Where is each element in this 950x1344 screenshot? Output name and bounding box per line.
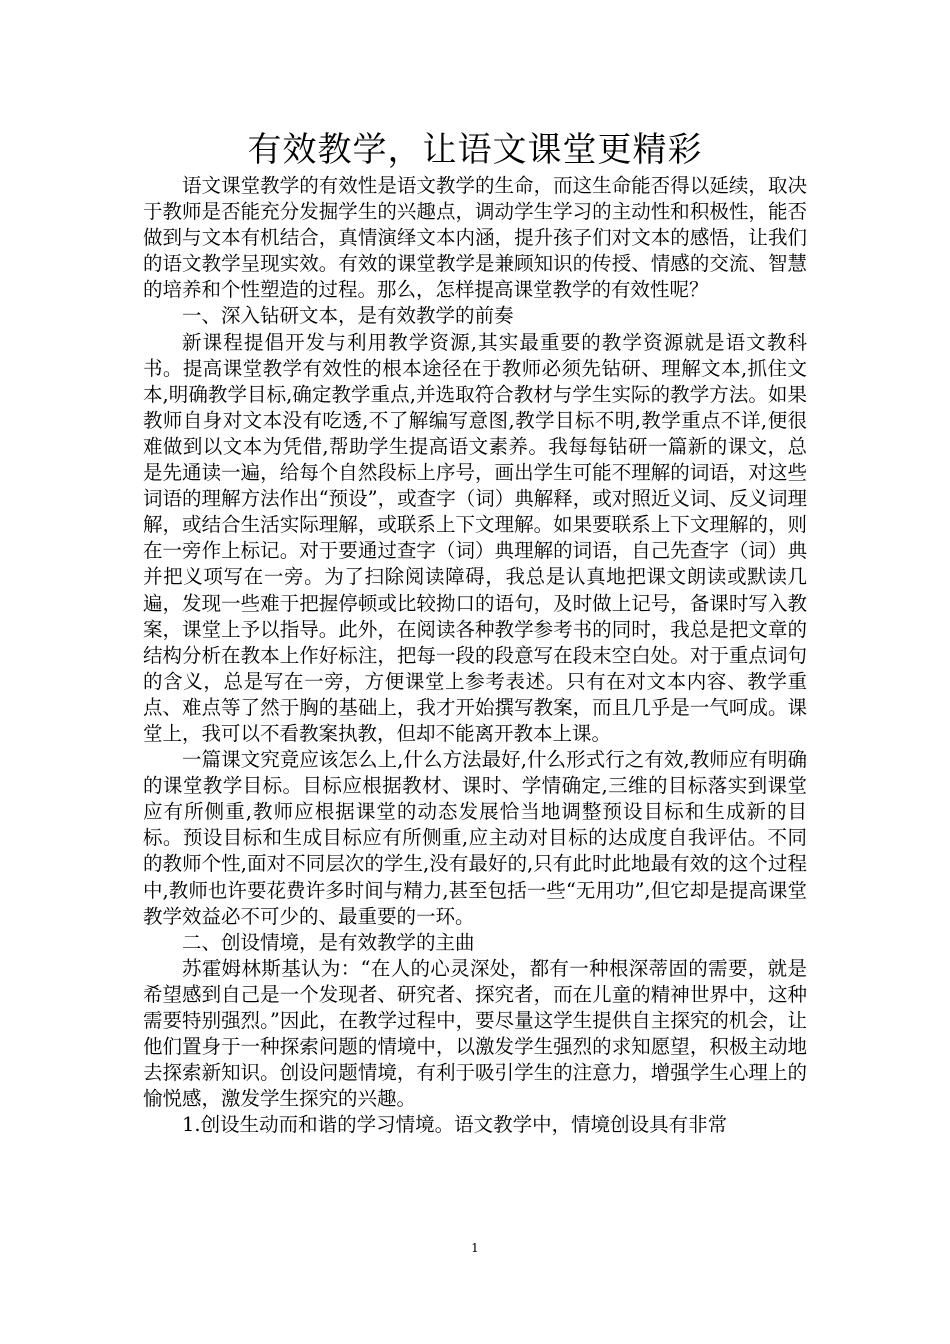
page-number: 1: [471, 1241, 479, 1255]
section-heading-2: 二、创设情境，是有效教学的主曲: [182, 930, 475, 954]
document-title: 有效教学，让语文课堂更精彩: [247, 130, 703, 170]
section-2-paragraph-2: 1.创设生动而和谐的学习情境。语文教学中，情境创设具有非常: [182, 1113, 728, 1137]
section-2-paragraph-1: 苏霍姆林斯基认为：“在人的心灵深处，都有一种根深蒂固的需要，就是希望感到自己是一个发现者、研究者、探究者，而在儿童的精神世界中，这种需要特别强烈。”因此，在教学过程中，要尽量这学生提供自主探究的机会，让他们置身于一种探索问题的情境中，以激发学生强烈的求知愿望，积极主动地去探索新知识。创设问题情境，有利于吸引学生的注意力，增强学生心理上的愉悦感，激发学生探究的兴趣。: [143, 956, 807, 1111]
section-1-paragraph-2: 一篇课文究竟应该怎么上,什么方法最好,什么形式行之有效,教师应有明确的课堂教学目标。目标应根据教材、课时、学情确定,三维的目标落实到课堂应有所侧重,教师应根据课堂的动态发展恰当地调整预设目标和生成新的目标。预设目标和生成目标应有所侧重,应主动对目标的达成度自我评估。不同的教师个性,面对不同层次的学生,没有最好的,只有此时此地最有效的这个过程中,教师也许要花费许多时间与精力,甚至包括一些“无用功”,但它却是提高课堂教学效益必不可少的、最重要的一环。: [143, 748, 807, 928]
section-heading-1: 一、深入钻研文本，是有效教学的前奏: [182, 304, 514, 328]
intro-paragraph: 语文课堂教学的有效性是语文教学的生命，而这生命能否得以延续，取决于教师是否能充分发掘学生的兴趣点，调动学生学习的主动性和积极性，能否做到与文本有机结合，真情演绎文本内涵，提升孩子们对文本的感悟，让我们的语文教学呈现实效。有效的课堂教学是兼顾知识的传授、情感的交流、智慧的培养和个性塑造的过程。那么，怎样提高课堂教学的有效性呢？: [143, 174, 807, 302]
section-1-paragraph-1: 新课程提倡开发与利用教学资源,其实最重要的教学资源就是语文教科书。提高课堂教学有效性的根本途径在于教师必须先钻研、理解文本,抓住文本,明确教学目标,确定教学重点,并选取符合教材与学生实际的教学方法。如果教师自身对文本没有吃透,不了解编写意图,教学目标不明,教学重点不详,便很难做到以文本为凭借,帮助学生提高语文素养。我每每钻研一篇新的课文，总是先通读一遍，给每个自然段标上序号，画出学生可能不理解的词语，对这些词语的理解方法作出“预设”，或查字（词）典解释，或对照近义词、反义词理解，或结合生活实际理解，或联系上下文理解。如果要联系上下文理解的，则在一旁作上标记。对于要通过查字（词）典理解的词语，自己先查字（词）典并把义项写在一旁。为了扫除阅读障碍，我总是认真地把课文朗读或默读几遍，发现一些难于把握停顿或比较拗口的语句，及时做上记号，备课时写入教案，课堂上予以指导。此外，在阅读各种教学参考书的同时，我总是把文章的结构分析在教本上作好标注，把每一段的段意写在段末空白处。对于重点词句的含义，总是写在一旁，方便课堂上参考表述。只有在对文本内容、教学重点、难点等了然于胸的基础上，我才开始撰写教案，而且几乎是一气呵成。课堂上，我可以不看教案执教，但却不能离开教本上课。: [143, 330, 807, 745]
document-body: [143, 173, 807, 1138]
